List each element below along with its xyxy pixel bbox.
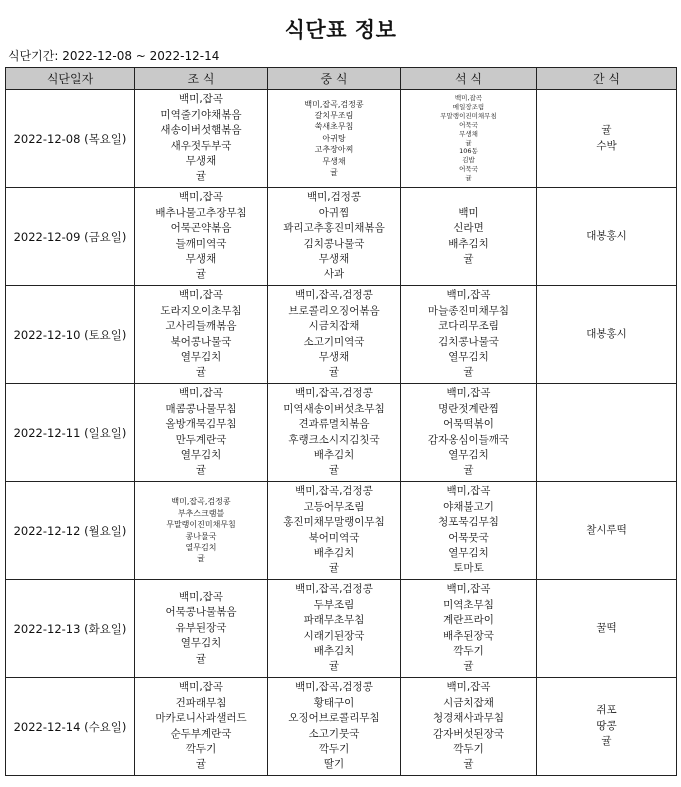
- menu-item: 마카로니사과샐러드: [155, 712, 247, 725]
- menu-item: 순두부계란국: [170, 727, 232, 740]
- menu-item: 106동: [459, 147, 478, 156]
- menu-item: 백미,잡곡,검정콩: [295, 681, 373, 694]
- cell-snack: [537, 90, 677, 188]
- cell-dinner: [401, 188, 537, 286]
- cell-date: 2022-12-13 (화요일): [6, 580, 135, 678]
- menu-item: 백미,잡곡,검정콩: [295, 289, 373, 302]
- menu-item: 아귀찜: [318, 206, 350, 219]
- menu-item: 무말랭이진미채무침: [166, 520, 236, 530]
- menu-item: 귤: [195, 652, 207, 665]
- menu-item: 후랭크소시지김칫국: [288, 433, 380, 446]
- table-row: [6, 482, 677, 580]
- menu-item: 귤: [328, 464, 340, 477]
- menu-item: 귤: [601, 124, 612, 137]
- menu-item: 귤: [463, 366, 474, 379]
- menu-item: 무생채: [318, 252, 350, 265]
- table-row: [6, 90, 677, 188]
- cell-date: 2022-12-14 (수요일): [6, 678, 135, 776]
- cell-dinner: [401, 482, 537, 580]
- menu-item: 백미,잡곡,검정콩: [295, 583, 373, 596]
- cell-dinner: [401, 580, 537, 678]
- menu-item: 김치콩나물국: [303, 237, 365, 250]
- menu-item: 백미,잡곡: [179, 590, 223, 603]
- menu-item: 백미,잡곡: [446, 583, 491, 596]
- menu-item: 고등어무조림: [303, 500, 365, 513]
- menu-item: 두부조림: [313, 598, 355, 611]
- menu-item: 백미,잡곡: [446, 387, 491, 400]
- menu-item: 땅콩: [596, 719, 617, 732]
- menu-item: 홍진미채무말랭이무침: [283, 516, 385, 529]
- menu-item: 도라지오이초무침: [160, 304, 242, 317]
- menu-item: 시금치잡채: [308, 320, 360, 333]
- menu-item: 배추김치: [313, 644, 355, 657]
- menu-item: 건파래무침: [175, 696, 227, 709]
- menu-item: 백미,잡곡: [446, 289, 491, 302]
- cell-breakfast: [135, 286, 268, 384]
- menu-item: 어묵국: [459, 120, 478, 129]
- menu-item: 대봉홍시: [586, 327, 627, 340]
- table-row: [6, 384, 677, 482]
- menu-item: 딸기: [323, 758, 345, 771]
- cell-snack: [537, 188, 677, 286]
- menu-item: 백미,잡곡: [446, 681, 491, 694]
- menu-item: 귤: [197, 554, 205, 564]
- menu-item: 백미,잡곡,검정콩: [295, 387, 373, 400]
- menu-item: 만두계란국: [175, 433, 227, 446]
- menu-item: 황태구이: [313, 696, 355, 709]
- menu-item: 콩나물국: [185, 531, 217, 541]
- menu-item: 쑥새초무침: [314, 122, 354, 132]
- cell-breakfast: [135, 482, 268, 580]
- menu-item: 백미,검정콩: [306, 191, 362, 204]
- menu-item: 새우젓두부국: [170, 139, 232, 152]
- menu-item: 무생채: [185, 252, 217, 265]
- cell-breakfast: [135, 678, 268, 776]
- menu-item: 올방개묵김무침: [165, 418, 237, 431]
- menu-item: 매콤콩나물무침: [165, 402, 237, 415]
- menu-item: 깍두기: [453, 742, 484, 755]
- menu-item: 백미,잡곡,검정콩: [304, 99, 364, 109]
- menu-item: 견과류멸치볶음: [298, 418, 370, 431]
- cell-breakfast: [135, 580, 268, 678]
- cell-lunch: [268, 384, 401, 482]
- menu-item: 어묵떡볶이: [443, 418, 494, 431]
- menu-item: 어묵뭇국: [448, 531, 489, 544]
- cell-lunch: [268, 188, 401, 286]
- cell-lunch: [268, 678, 401, 776]
- menu-item: 미역초무침: [443, 598, 494, 611]
- menu-item: 아귀탕: [322, 133, 346, 143]
- menu-item: 청경채사과무침: [432, 712, 504, 725]
- cell-date: 2022-12-11 (일요일): [6, 384, 135, 482]
- cell-date: 2022-12-12 (월요일): [6, 482, 135, 580]
- menu-item: 배추김치: [313, 546, 355, 559]
- menu-item: 백미,잡곡: [454, 93, 483, 102]
- menu-item: 열무김치: [180, 637, 222, 650]
- menu-item: 코다리무조림: [438, 320, 499, 333]
- menu-item: 무생채: [318, 350, 350, 363]
- menu-item: 무생채: [322, 156, 346, 166]
- menu-item: 깍두기: [185, 742, 217, 755]
- cell-snack: [537, 580, 677, 678]
- menu-item: 귤: [328, 366, 340, 379]
- menu-item: 백미: [458, 206, 479, 219]
- menu-item: 청포묵김무침: [438, 516, 499, 529]
- menu-item: 깍두기: [453, 644, 484, 657]
- menu-item: 백미,잡곡: [179, 191, 223, 204]
- table-header-row: [6, 68, 677, 90]
- menu-item: 백미,잡곡: [179, 387, 223, 400]
- cell-breakfast: [135, 384, 268, 482]
- cell-dinner: [401, 384, 537, 482]
- menu-item: 귤: [463, 464, 474, 477]
- cell-date: 2022-12-08 (목요일): [6, 90, 135, 188]
- menu-item: 귤: [328, 562, 340, 575]
- menu-item: 무생채: [185, 154, 217, 167]
- menu-item: 감자옹심이들깨국: [427, 433, 510, 446]
- cell-snack: [537, 482, 677, 580]
- menu-item: 김치콩나물국: [438, 335, 499, 348]
- menu-item: 열무김치: [180, 448, 222, 461]
- menu-item: 무말랭이진미채무침: [440, 111, 497, 120]
- menu-item: 백미,잡곡: [179, 93, 223, 106]
- menu-item: 어묵곤약볶음: [170, 222, 232, 235]
- meal-table-body: [6, 90, 677, 776]
- menu-item: 들깨미역국: [175, 237, 227, 250]
- cell-breakfast: [135, 188, 268, 286]
- menu-item: 시래기된장국: [303, 629, 365, 642]
- menu-item: 백미,잡곡,검정콩: [171, 497, 231, 507]
- menu-item: 귤: [463, 758, 474, 771]
- menu-item: 무생채: [459, 129, 478, 138]
- table-row: [6, 678, 677, 776]
- menu-item: 쥐포: [596, 704, 617, 717]
- menu-item: 귤: [465, 174, 472, 183]
- meal-table: [5, 67, 677, 776]
- menu-item: 꿀떡: [596, 621, 617, 634]
- table-row: [6, 580, 677, 678]
- menu-item: 백미,잡곡,검정콩: [295, 485, 373, 498]
- cell-date: 2022-12-09 (금요일): [6, 188, 135, 286]
- menu-item: 백미,잡곡: [179, 289, 223, 302]
- menu-item: 귤: [195, 758, 207, 771]
- cell-snack: [537, 678, 677, 776]
- menu-item: 대봉홍시: [586, 229, 627, 242]
- menu-item: 어묵콩나물볶음: [165, 606, 237, 619]
- menu-item: 귤: [463, 660, 474, 673]
- menu-item: 귤: [465, 138, 472, 147]
- cell-lunch: [268, 90, 401, 188]
- menu-item: 부추스크램블: [177, 508, 225, 518]
- menu-item: 야채불고기: [443, 500, 494, 513]
- cell-dinner: [401, 678, 537, 776]
- menu-item: 마늘종진미채무침: [427, 304, 510, 317]
- menu-item: 유부된장국: [175, 621, 227, 634]
- menu-item: 고추장아찌: [314, 145, 354, 155]
- header-breakfast: 조 식: [135, 68, 268, 90]
- menu-item: 열무김치: [180, 350, 222, 363]
- menu-item: 미역줄기야채볶음: [160, 108, 242, 121]
- header-snack: 간 식: [537, 68, 677, 90]
- menu-item: 브로콜리오징어볶음: [288, 304, 380, 317]
- cell-snack: [537, 384, 677, 482]
- menu-item: 찰시루떡: [586, 523, 627, 536]
- menu-item: 귤: [195, 268, 207, 281]
- page-title: 식단표 정보: [284, 18, 397, 42]
- menu-item: 귤: [195, 366, 207, 379]
- menu-item: 명란젓계란찜: [438, 402, 499, 415]
- menu-item: 백미,잡곡: [179, 681, 223, 694]
- menu-item: 북어미역국: [308, 531, 360, 544]
- menu-item: 귤: [195, 464, 207, 477]
- meal-period: 식단기간: 2022-12-08 ~ 2022-12-14: [8, 49, 220, 63]
- table-row: [6, 286, 677, 384]
- menu-item: 사과: [323, 268, 345, 281]
- menu-item: 깍두기: [318, 742, 350, 755]
- menu-item: 어묵국: [459, 165, 478, 174]
- menu-item: 배추나물고추장무침: [155, 206, 247, 219]
- menu-item: 귤: [195, 170, 207, 183]
- menu-item: 토마토: [453, 562, 484, 575]
- menu-item: 감자버섯된장국: [432, 727, 504, 740]
- menu-item: 갈치무조림: [314, 110, 354, 120]
- menu-item: 백미,잡곡: [446, 485, 491, 498]
- menu-item: 열무김치: [448, 448, 489, 461]
- menu-item: 배추김치: [448, 237, 489, 250]
- menu-item: 오징어브로콜리무침: [288, 712, 380, 725]
- cell-date: 2022-12-10 (토요일): [6, 286, 135, 384]
- menu-item: 꽈리고추홍진미채볶음: [283, 222, 385, 235]
- menu-item: 열무김치: [448, 350, 489, 363]
- header-lunch: 중 식: [268, 68, 401, 90]
- menu-item: 열무김치: [185, 542, 217, 552]
- menu-item: 김밥: [462, 156, 475, 165]
- menu-item: 시금치잡채: [443, 696, 494, 709]
- cell-lunch: [268, 580, 401, 678]
- menu-item: 귤: [463, 252, 474, 265]
- menu-item: 소고기뭇국: [308, 727, 360, 740]
- cell-dinner: [401, 90, 537, 188]
- menu-item: 배추된장국: [443, 629, 494, 642]
- menu-item: 귤: [601, 735, 612, 748]
- menu-item: 북어콩나물국: [170, 335, 232, 348]
- menu-item: 파래무초무침: [303, 614, 365, 627]
- menu-item: 계란프라이: [443, 614, 494, 627]
- cell-lunch: [268, 482, 401, 580]
- menu-item: 귤: [328, 660, 340, 673]
- menu-item: 신라면: [453, 222, 484, 235]
- menu-item: 배추김치: [313, 448, 355, 461]
- menu-item: 소고기미역국: [303, 335, 365, 348]
- menu-item: 새송이버섯햄볶음: [160, 124, 242, 137]
- menu-item: 고사리들깨볶음: [165, 320, 237, 333]
- cell-breakfast: [135, 90, 268, 188]
- cell-lunch: [268, 286, 401, 384]
- header-dinner: 석 식: [401, 68, 537, 90]
- header-date: 식단일자: [6, 68, 135, 90]
- table-row: [6, 188, 677, 286]
- menu-item: 열무김치: [448, 546, 489, 559]
- cell-snack: [537, 286, 677, 384]
- menu-item: 메일장조림: [452, 102, 485, 111]
- cell-dinner: [401, 286, 537, 384]
- menu-item: 미역새송이버섯초무침: [283, 402, 385, 415]
- menu-item: 귤: [330, 168, 338, 178]
- menu-item: 수박: [596, 139, 617, 152]
